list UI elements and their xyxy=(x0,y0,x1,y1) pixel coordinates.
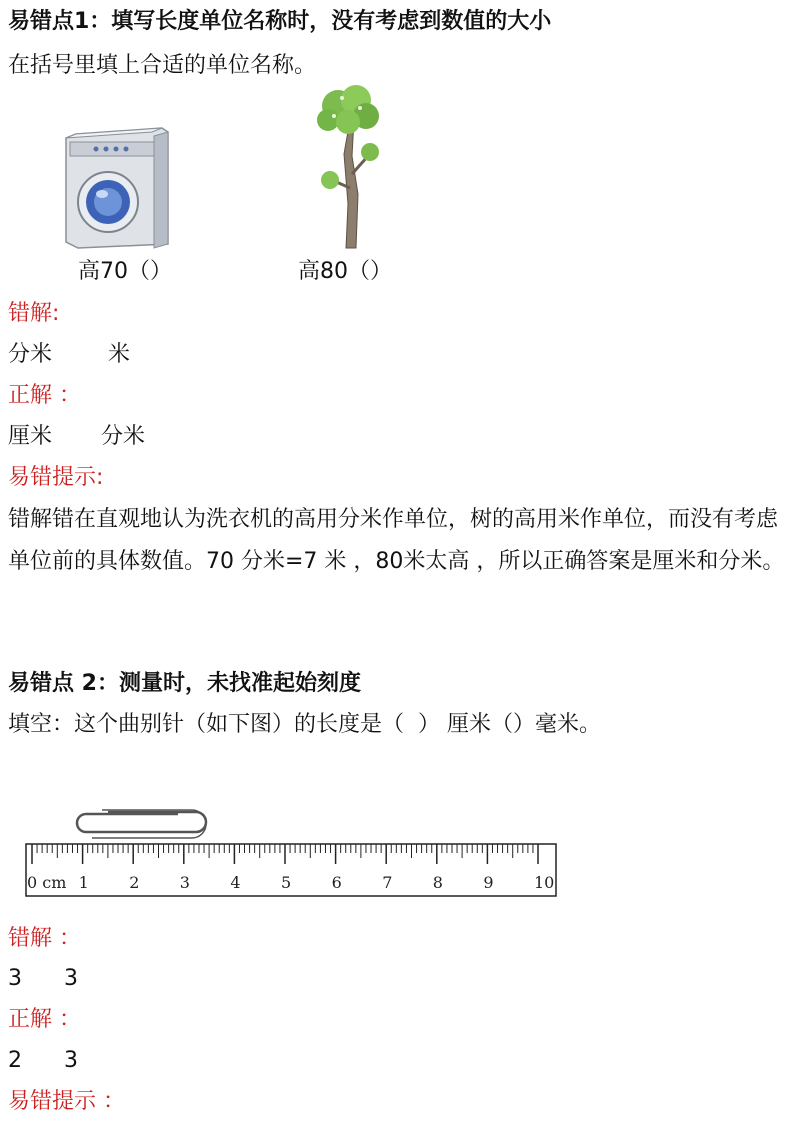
section1-wrong-answer: 分米 米 xyxy=(8,342,130,367)
washing-machine-caption: 高70（） xyxy=(78,259,172,284)
section1-question: 在括号里填上合适的单位名称。 xyxy=(8,53,317,78)
section2-wrong-answer: 3 3 xyxy=(8,966,78,991)
section2-question: 填空：这个曲别针（如下图）的长度是（ ） 厘米（）毫米。 xyxy=(8,712,601,737)
tree-caption: 高80（） xyxy=(298,259,392,284)
section1-wrong-label: 错解: xyxy=(8,301,60,326)
paperclip-image xyxy=(77,810,206,838)
ruler-label: 0 cm xyxy=(27,873,67,892)
ruler-figure xyxy=(22,804,564,898)
ruler-label: 5 xyxy=(281,873,292,892)
ruler-label: 10 xyxy=(534,873,555,892)
section1-title: 易错点1：填写长度单位名称时，没有考虑到数值的大小 xyxy=(8,9,552,34)
ruler-label: 8 xyxy=(432,873,443,892)
section2-title: 易错点 2：测量时，未找准起始刻度 xyxy=(8,671,361,696)
section1-tip-label: 易错提示: xyxy=(8,465,104,490)
section1-right-answer: 厘米 分米 xyxy=(8,424,145,449)
section2-right-label: 正解 ： xyxy=(8,1007,81,1032)
tree-image xyxy=(308,84,388,252)
ruler-label: 9 xyxy=(483,873,494,892)
ruler-label: 6 xyxy=(331,873,342,892)
ruler-label: 7 xyxy=(382,873,393,892)
section2-wrong-label: 错解 ： xyxy=(8,926,81,951)
ruler-label: 1 xyxy=(78,873,89,892)
section1-right-label: 正解 ： xyxy=(8,383,81,408)
ruler-label: 4 xyxy=(230,873,241,892)
section1-tip-text: 错解错在直观地认为洗衣机的高用分米作单位，树的高用米作单位，而没有考虑单位前的具体数值。70 分米=7 米 ，80米太高 ，所以正确答案是厘米和分米。 xyxy=(8,507,785,574)
ruler-label: 2 xyxy=(129,873,140,892)
washing-machine-image xyxy=(62,124,170,250)
ruler-label: 3 xyxy=(179,873,190,892)
section2-right-answer: 2 3 xyxy=(8,1048,78,1073)
section2-tip-label: 易错提示 ： xyxy=(8,1089,125,1114)
